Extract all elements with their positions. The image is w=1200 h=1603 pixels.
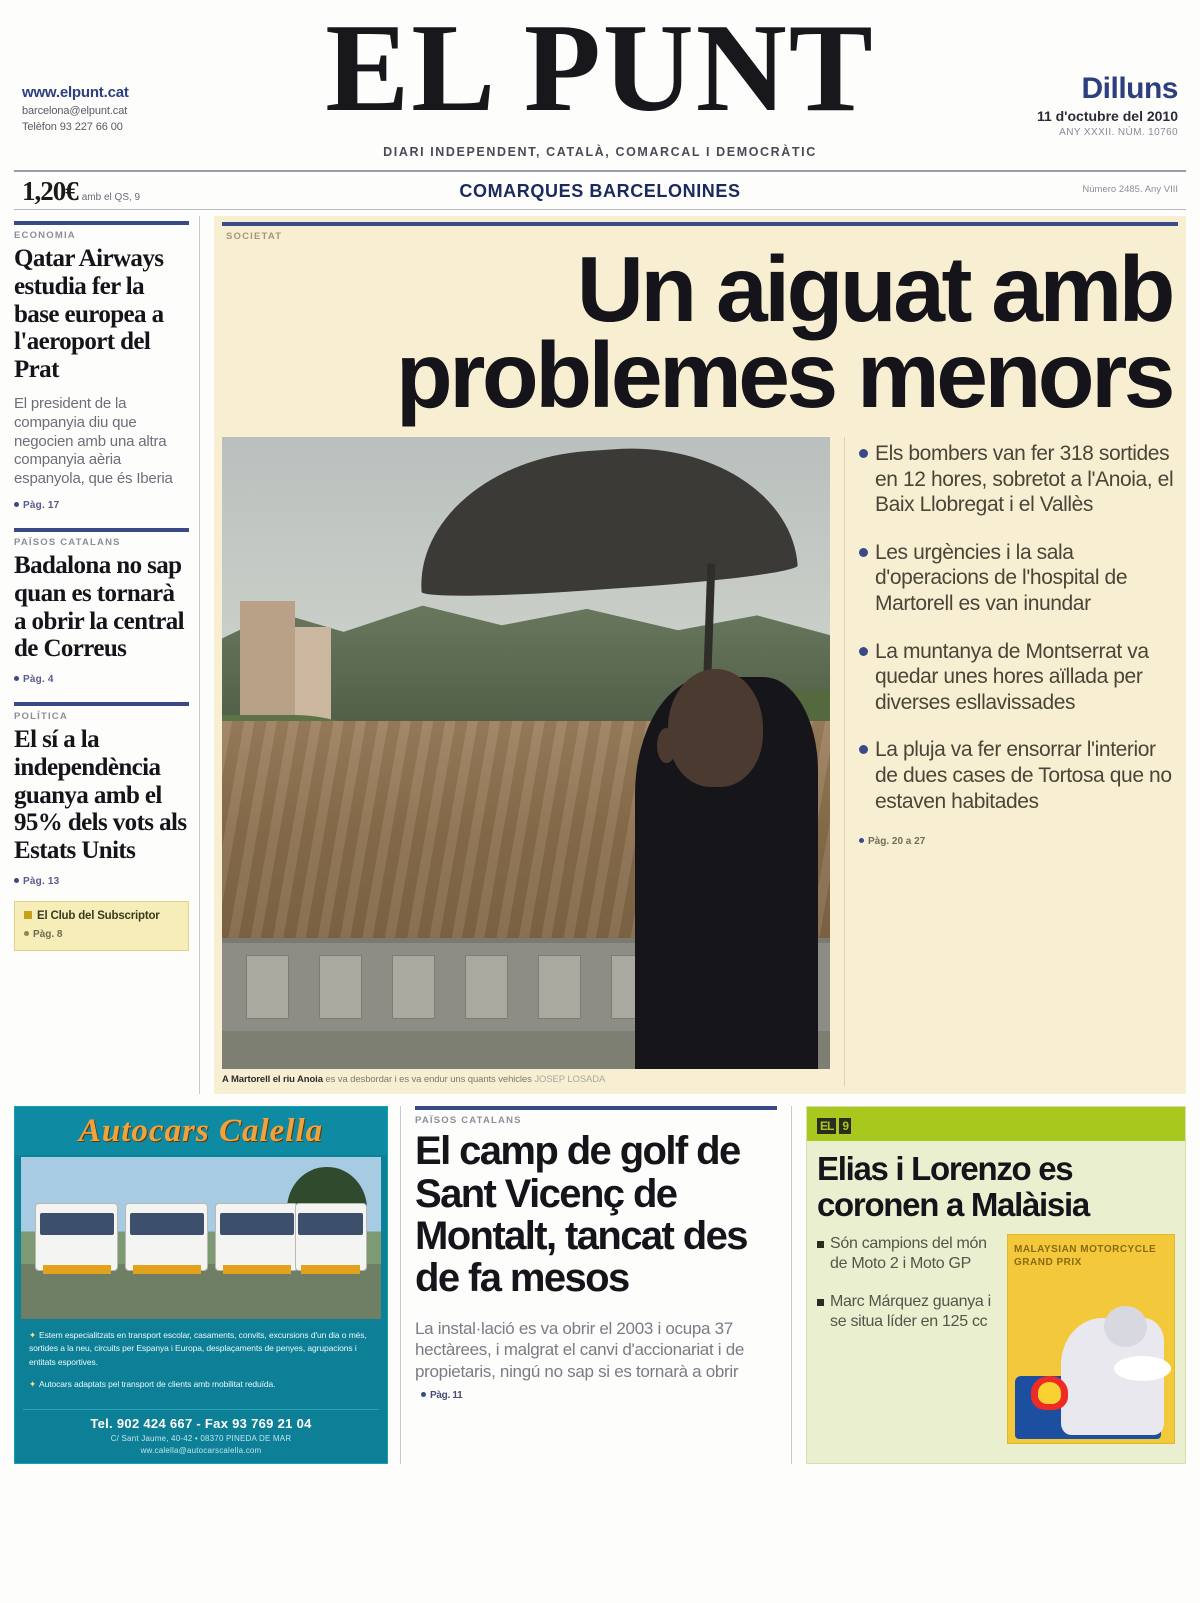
club-subscriber-box[interactable] bbox=[14, 901, 189, 951]
caption-rest: es va desbordar i es va endur uns quants vehicles bbox=[322, 1073, 532, 1085]
year-issue-line: ANY XXXII. NÚM. 10760 bbox=[1059, 127, 1178, 138]
page-reference[interactable] bbox=[14, 876, 189, 887]
website-url[interactable]: www.elpunt.cat bbox=[22, 84, 129, 101]
photo-bridge-slat bbox=[538, 955, 581, 1019]
golf-page-reference[interactable] bbox=[415, 1390, 462, 1401]
section-kicker: POLÍTICA bbox=[14, 711, 68, 723]
main-column bbox=[200, 216, 1186, 1094]
photo-bridge-slat bbox=[246, 955, 289, 1019]
lead-photo-wrap bbox=[222, 437, 830, 1086]
bullet-dot-icon bbox=[14, 676, 19, 681]
moto-body bbox=[807, 1222, 1185, 1444]
bullet-dot-icon bbox=[859, 745, 868, 754]
masthead-date-block bbox=[1037, 72, 1178, 138]
bullet-dot-icon bbox=[421, 1392, 426, 1397]
sidebar-column bbox=[14, 216, 200, 1094]
bullet-dot-icon bbox=[859, 548, 868, 557]
ad-service-line-1 bbox=[29, 1329, 373, 1369]
price-note: amb el QS, 9 bbox=[81, 192, 141, 203]
lead-bullet-item bbox=[859, 639, 1178, 716]
moto-bullet-text: Són campions del món de Moto 2 i Moto GP bbox=[830, 1234, 987, 1272]
moto-bullet-item bbox=[817, 1292, 999, 1332]
bullet-dot-icon bbox=[859, 449, 868, 458]
edition-name: COMARQUES BARCELONINES bbox=[459, 181, 741, 201]
bullet-dot-icon bbox=[24, 931, 29, 936]
ad-bus bbox=[35, 1203, 118, 1271]
phone-number: Telèfon 93 227 66 00 bbox=[22, 120, 123, 133]
ad-bus bbox=[125, 1203, 208, 1271]
club-page-reference[interactable] bbox=[24, 929, 179, 940]
issue-number: Número 2485. Any VIII bbox=[1082, 184, 1178, 195]
lead-bullets bbox=[844, 437, 1178, 1086]
golf-body-text: La instal·lació es va obrir el 2003 i ocupa 37 hectàrees, i malgrat el canvi d'accionariat i de propietaris, ningú no sap si es tornarà a obrir bbox=[415, 1318, 745, 1381]
moto-badge-number: 9 bbox=[839, 1118, 851, 1134]
ad-footer bbox=[23, 1409, 379, 1455]
photo-bridge-slat bbox=[319, 955, 362, 1019]
section-kicker: PAÏSOS CATALANS bbox=[14, 537, 121, 549]
sidebar-brief-paisos[interactable] bbox=[14, 523, 189, 685]
section-rule bbox=[14, 702, 189, 706]
section-kicker: ECONOMIA bbox=[14, 230, 76, 241]
bullet-dot-icon bbox=[859, 838, 864, 843]
masthead bbox=[14, 0, 1186, 170]
moto-poster-text: MALAYSIAN MOTORCYCLE GRAND PRIX bbox=[1014, 1243, 1157, 1268]
shell-logo-icon bbox=[1031, 1376, 1068, 1409]
lead-bullet-text: Les urgències i la sala d'operacions de l'hospital de Martorell es van inundar bbox=[875, 540, 1128, 616]
section-rule bbox=[14, 221, 189, 225]
moto-badge bbox=[817, 1110, 854, 1141]
brief-headline[interactable]: El sí a la independència guanya amb el 95% dels vots als Estats Units bbox=[14, 726, 187, 865]
golf-body bbox=[415, 1318, 777, 1404]
moto-headline[interactable]: Elias i Lorenzo es coronen a Malàisia bbox=[817, 1150, 1089, 1223]
club-page-label: Pàg. 8 bbox=[33, 928, 63, 940]
moto-poster-image bbox=[1007, 1234, 1175, 1444]
sidebar-brief-economia[interactable] bbox=[14, 216, 189, 511]
moto-badge-band bbox=[807, 1107, 1185, 1141]
club-title-label: El Club del Subscriptor bbox=[37, 909, 160, 922]
lead-body bbox=[222, 437, 1178, 1086]
brief-headline[interactable]: Qatar Airways estudia fer la base europea a l'aeroport del Prat bbox=[14, 245, 164, 383]
photo-man-head bbox=[668, 669, 763, 787]
ad-line-2-text: Autocars adaptats pel transport de clients amb mobilitat reduïda. bbox=[39, 1378, 276, 1389]
ad-email[interactable]: ww.calella@autocarscalella.com bbox=[140, 1446, 262, 1456]
lead-bullet-item bbox=[859, 441, 1178, 518]
lead-bullet-text: Els bombers van fer 318 sortides en 12 hores, sobretot a l'Anoia, el Baix Llobregat i el Vallès bbox=[875, 441, 1174, 517]
publication-date: 11 d'octubre del 2010 bbox=[1036, 108, 1178, 124]
moto-column bbox=[792, 1106, 1186, 1464]
lead-headline-line1: Un aiguat amb bbox=[576, 237, 1172, 341]
photo-bridge-slat bbox=[465, 955, 508, 1019]
bullet-dot-icon bbox=[14, 878, 19, 883]
club-title bbox=[24, 910, 179, 922]
lead-bullet-item bbox=[859, 540, 1178, 617]
photo-man-ear bbox=[657, 728, 675, 763]
newspaper-title: EL PUNT bbox=[325, 0, 875, 138]
ad-photo-buses bbox=[21, 1157, 381, 1319]
moto-bullet-item bbox=[817, 1234, 999, 1274]
photo-caption bbox=[222, 1074, 830, 1086]
moto-story-box[interactable] bbox=[806, 1106, 1186, 1464]
email-address[interactable]: barcelona@elpunt.cat bbox=[22, 104, 128, 117]
golf-page-label: Pàg. 11 bbox=[430, 1390, 463, 1402]
weekday: Dilluns bbox=[1081, 72, 1178, 105]
ad-phone[interactable]: Tel. 902 424 667 - Fax 93 769 21 04 bbox=[90, 1416, 312, 1432]
photo-building-second bbox=[295, 627, 331, 728]
ad-body-text bbox=[29, 1329, 373, 1400]
lead-page-label: Pàg. 20 a 27 bbox=[868, 836, 926, 848]
lead-page-reference[interactable] bbox=[859, 836, 1178, 847]
ad-bus bbox=[215, 1203, 298, 1271]
section-rule bbox=[415, 1106, 777, 1110]
moto-swoosh bbox=[1114, 1356, 1170, 1381]
star-icon: ✦ bbox=[29, 1330, 37, 1341]
star-icon: ✦ bbox=[29, 1378, 37, 1389]
brief-headline[interactable]: Badalona no sap quan es tornarà a obrir la central de Correus bbox=[14, 552, 184, 663]
lead-headline-line2: problemes menors bbox=[395, 323, 1172, 428]
photo-bridge-slat bbox=[392, 955, 435, 1019]
bullet-square-icon bbox=[817, 1299, 824, 1306]
newspaper-tagline: DIARI INDEPENDENT, CATALÀ, COMARCAL I DEMOCRÀTIC bbox=[383, 145, 817, 159]
section-rule bbox=[14, 528, 189, 532]
brief-body: El president de la companyia diu que negocien amb una altra companyia aèria espanyola, que és Iberia bbox=[14, 394, 173, 488]
lead-story[interactable] bbox=[214, 216, 1186, 1094]
caption-lead: A Martorell el riu Anoia bbox=[222, 1073, 323, 1085]
price-amount: 1,20€ bbox=[22, 176, 78, 206]
photo-building-left bbox=[240, 601, 295, 727]
sidebar-brief-politica[interactable] bbox=[14, 697, 189, 887]
golf-story[interactable] bbox=[400, 1106, 792, 1464]
club-square-icon bbox=[24, 911, 32, 919]
photo-credit: JOSEP LOSADA bbox=[534, 1073, 606, 1085]
moto-badge-prefix: EL bbox=[817, 1118, 836, 1134]
page-reference[interactable] bbox=[14, 500, 189, 511]
bullet-dot-icon bbox=[14, 502, 19, 507]
bullet-square-icon bbox=[817, 1241, 824, 1248]
main-grid bbox=[14, 216, 1186, 1094]
moto-bullets bbox=[817, 1234, 999, 1444]
lead-rule bbox=[222, 222, 1178, 226]
ad-address: C/ Sant Jaume, 40-42 • 08370 PINEDA DE MAR bbox=[110, 1434, 292, 1444]
golf-headline[interactable]: El camp de golf de Sant Vicenç de Montalt, tancat des de fa mesos bbox=[415, 1129, 747, 1301]
lead-bullet-item bbox=[859, 737, 1178, 814]
lead-photo-flooded-river bbox=[222, 437, 830, 1069]
lead-headline[interactable] bbox=[222, 237, 1178, 428]
photo-man-silhouette bbox=[635, 677, 817, 1069]
autocars-calella-ad[interactable] bbox=[14, 1106, 388, 1464]
lead-bullet-text: La pluja va fer ensorrar l'interior de dues cases de Tortosa que no estaven habitades bbox=[875, 738, 1172, 813]
section-kicker: PAÏSOS CATALANS bbox=[415, 1115, 522, 1127]
lead-kicker: SOCIETAT bbox=[226, 231, 283, 242]
page-reference-label: Pàg. 13 bbox=[23, 875, 60, 887]
ad-bus bbox=[295, 1203, 367, 1271]
lead-bullet-text: La muntanya de Montserrat va quedar unes hores aïllada per diverses esllavissades bbox=[875, 639, 1149, 714]
page-reference[interactable] bbox=[14, 674, 189, 685]
ad-logo: Autocars Calella bbox=[78, 1113, 324, 1150]
bottom-row bbox=[14, 1106, 1186, 1464]
advertisement-column bbox=[14, 1106, 400, 1464]
bullet-dot-icon bbox=[859, 647, 868, 656]
price-bar bbox=[14, 170, 1186, 210]
ad-service-line-2 bbox=[29, 1378, 373, 1391]
moto-bullet-text: Marc Márquez guanya i se situa líder en 125 cc bbox=[830, 1292, 991, 1330]
ad-line-1-text: Estem especialitzats en transport escolar, casaments, convits, excursions d'un dia o més, sortides a la neu, circuits per Espanya i Europa, desplaçaments de penyes, agrupacions i entitats esportives. bbox=[29, 1330, 367, 1367]
page-reference-label: Pàg. 4 bbox=[23, 674, 54, 686]
page-reference-label: Pàg. 17 bbox=[23, 500, 60, 512]
